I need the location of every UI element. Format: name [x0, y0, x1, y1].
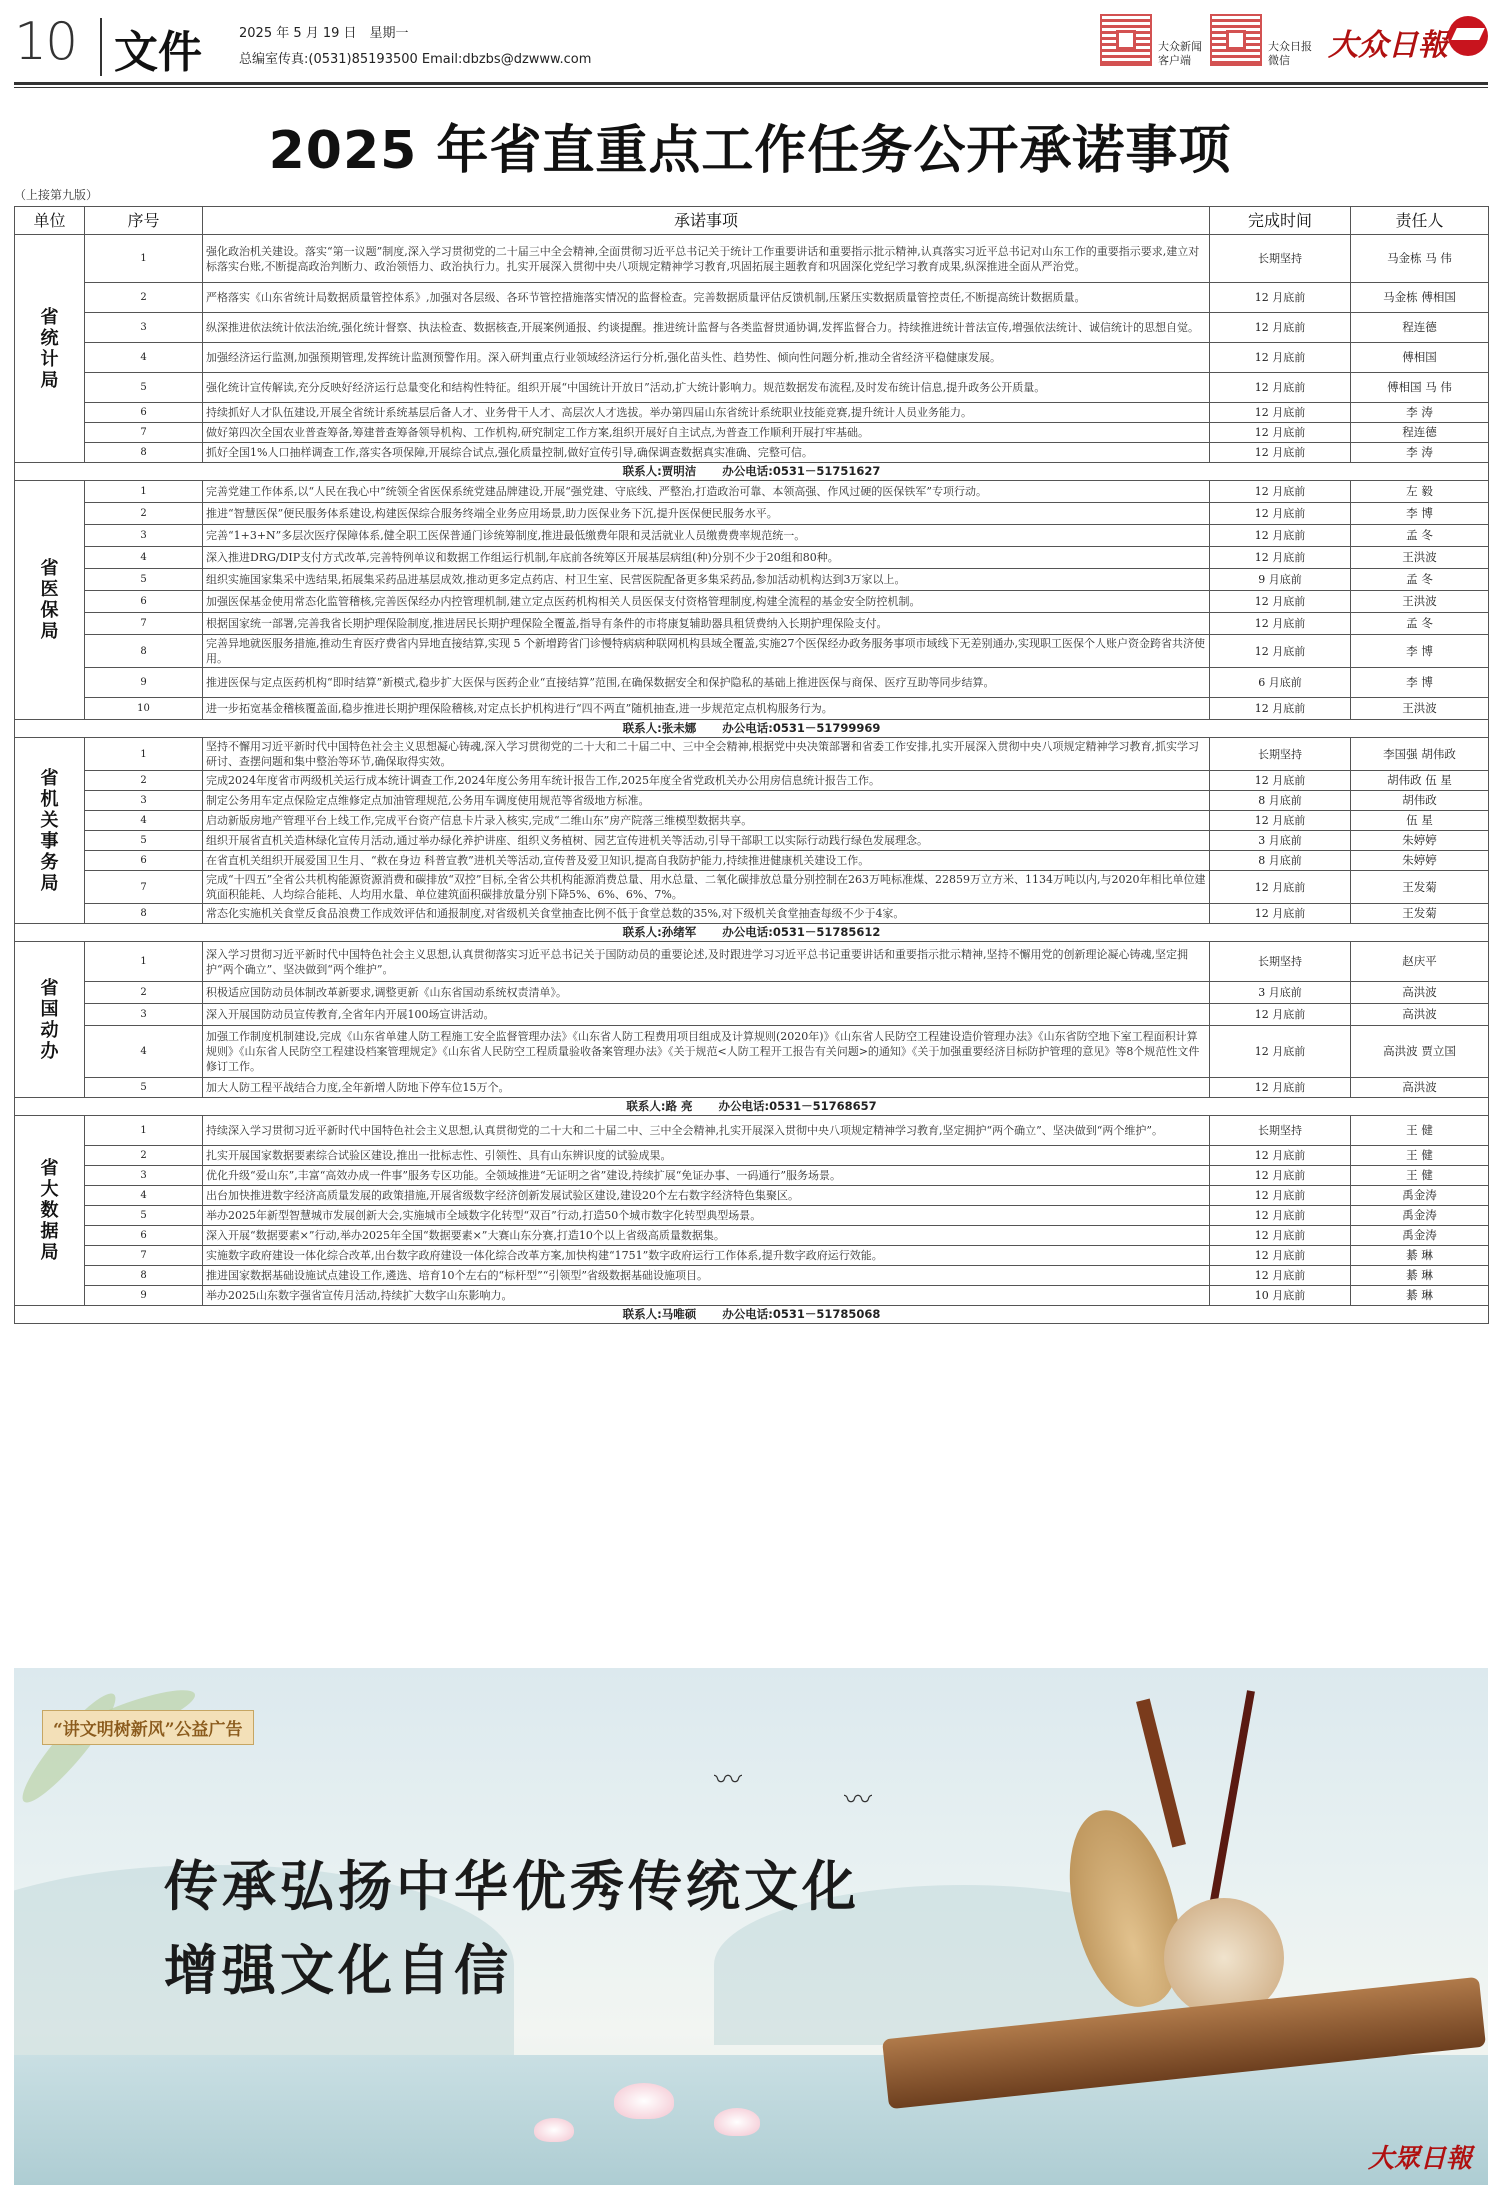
row-number: 5: [85, 831, 203, 851]
commitment-text: 根据国家统一部署,完善我省长期护理保险制度,推进居民长期护理保险全覆盖,指导有条件的市将康复辅助器具租赁费纳入长期护理保险支付。: [203, 613, 1210, 635]
completion-time: 12 月底前: [1210, 313, 1351, 343]
row-number: 3: [85, 1166, 203, 1186]
commitment-text: 启动新版房地产管理平台上线工作,完成平台资产信息卡片录入核实,完成“二维山东”房产院落三维模型数据共享。: [203, 811, 1210, 831]
contact-row: [15, 720, 1489, 738]
commitment-text: 抓好全国1%人口抽样调查工作,落实各项保障,开展综合试点,强化质量控制,做好宣传引导,确保调查数据真实准确、完整可信。: [203, 443, 1210, 463]
responsible-person: 李 博: [1351, 668, 1489, 698]
pipa-neck-icon: [1136, 1699, 1186, 1848]
commitment-text: 做好第四次全国农业普查筹备,筹建普查筹备领导机构、工作机构,研究制定工作方案,组织开展好自主试点,为普查工作顺利开展打牢基础。: [203, 423, 1210, 443]
row-number: 6: [85, 851, 203, 871]
contact-cell: [15, 463, 1489, 481]
completion-time: 12 月底前: [1210, 547, 1351, 569]
qr-label: 大众日报 微信: [1268, 40, 1312, 67]
commitment-text: 完善“1+3+N”多层次医疗保障体系,健全职工医保普通门诊统筹制度,推进最低缴费年限和灵活就业人员缴费费率规范统一。: [203, 525, 1210, 547]
table-row: [15, 1078, 1489, 1098]
public-service-ad: [14, 1668, 1488, 2185]
unit-name: 省医保局: [40, 558, 59, 642]
table-row: [15, 942, 1489, 982]
table-row: [15, 235, 1489, 283]
commitment-text: 加强工作制度机制建设,完成《山东省单建人防工程施工安全监督管理办法》《山东省人防工程费用项目组成及计算规则(2020年)》《山东省人民防空工程建设造价管理办法》《山东省防空地下室工程面积计算规则》《山东省人民防空工程建设档案管理规定》《山东省人民防空工程质量验收备案管理办法》《关于规范<人防工程开工报告有关问题>的通知》《关于加强重要经济目标防护管理的意见》等8个规范性文件修订工作。: [203, 1026, 1210, 1078]
unit-name: 省国动办: [40, 977, 59, 1062]
row-number: 9: [85, 1286, 203, 1306]
contact-row: [15, 1306, 1489, 1324]
table-row: [15, 1246, 1489, 1266]
row-number: 5: [85, 373, 203, 403]
responsible-person: 赵庆平: [1351, 942, 1489, 982]
responsible-person: 孟 冬: [1351, 569, 1489, 591]
completion-time: 3 月底前: [1210, 831, 1351, 851]
row-number: 4: [85, 547, 203, 569]
contact-phone: 办公电话:0531－51785068: [722, 1307, 881, 1321]
commitment-text: 持续抓好人才队伍建设,开展全省统计系统基层后备人才、业务骨干人才、高层次人才选拔。举办第四届山东省统计系统职业技能竞赛,提升统计人员业务能力。: [203, 403, 1210, 423]
row-number: 1: [85, 942, 203, 982]
row-number: 2: [85, 283, 203, 313]
unit-cell: [15, 481, 85, 720]
contact-name: 联系人:张未娜: [622, 721, 697, 735]
completion-time: 12 月底前: [1210, 343, 1351, 373]
commitment-text: 优化升级“爱山东”,丰富“高效办成一件事”服务专区功能。全领域推进“无证明之省”建设,持续扩展“免证办事、一码通行”服务场景。: [203, 1166, 1210, 1186]
row-number: 3: [85, 791, 203, 811]
commitment-text: 积极适应国防动员体制改革新要求,调整更新《山东省国动系统权责清单》。: [203, 982, 1210, 1004]
completion-time: 12 月底前: [1210, 503, 1351, 525]
completion-time: 12 月底前: [1210, 635, 1351, 668]
contact-name: 联系人:马唯硕: [622, 1307, 697, 1321]
table-row: [15, 1226, 1489, 1246]
table-row: [15, 811, 1489, 831]
table-row: [15, 635, 1489, 668]
commitment-text: 加大人防工程平战结合力度,全年新增人防地下停车位15万个。: [203, 1078, 1210, 1098]
responsible-person: 綦 琳: [1351, 1286, 1489, 1306]
responsible-person: 朱婷婷: [1351, 831, 1489, 851]
unit-cell: [15, 1116, 85, 1306]
table-header-row: [15, 207, 1489, 235]
section-title: 文件: [114, 27, 202, 78]
contact-phone: 办公电话:0531－51751627: [722, 464, 881, 478]
responsible-person: 李 博: [1351, 503, 1489, 525]
completion-time: 长期坚持: [1210, 942, 1351, 982]
responsible-person: 高洪波: [1351, 1004, 1489, 1026]
completion-time: 12 月底前: [1210, 1206, 1351, 1226]
completion-time: 12 月底前: [1210, 443, 1351, 463]
table-row: [15, 831, 1489, 851]
responsible-person: 王发菊: [1351, 904, 1489, 924]
completion-time: 长期坚持: [1210, 1116, 1351, 1146]
completion-time: 12 月底前: [1210, 1004, 1351, 1026]
ad-headline: 传承弘扬中华优秀传统文化: [164, 1854, 860, 1918]
table-row: [15, 698, 1489, 720]
row-number: 10: [85, 698, 203, 720]
responsible-person: 王洪波: [1351, 547, 1489, 569]
table-row: [15, 904, 1489, 924]
table-row: [15, 738, 1489, 771]
contact-phone: 办公电话:0531－51785612: [722, 925, 881, 939]
row-number: 3: [85, 313, 203, 343]
ad-tag: “讲文明树新风”公益广告: [42, 1710, 254, 1745]
row-number: 2: [85, 1146, 203, 1166]
responsible-person: 孟 冬: [1351, 525, 1489, 547]
header-divider: [100, 18, 102, 76]
row-number: 6: [85, 403, 203, 423]
contact-name: 联系人:路 亮: [626, 1099, 693, 1113]
completion-time: 12 月底前: [1210, 1166, 1351, 1186]
row-number: 6: [85, 591, 203, 613]
responsible-person: 程连德: [1351, 313, 1489, 343]
contact-phone: 办公电话:0531－51799969: [722, 721, 881, 735]
responsible-person: 胡伟政 伍 星: [1351, 771, 1489, 791]
responsible-person: 傅相国: [1351, 343, 1489, 373]
row-number: 5: [85, 1206, 203, 1226]
completion-time: 12 月底前: [1210, 904, 1351, 924]
commitment-text: 举办2025山东数字强省宣传月活动,持续扩大数字山东影响力。: [203, 1286, 1210, 1306]
col-header-no: 序号: [85, 207, 203, 235]
table-row: [15, 525, 1489, 547]
page-title: 2025 年省直重点工作任务公开承诺事项: [268, 121, 1232, 181]
unit-name: 省机关事务局: [40, 767, 59, 894]
commitment-text: 完成2024年度省市两级机关运行成本统计调查工作,2024年度公务用车统计报告工作,2025年度全省党政机关办公用房信息统计报告工作。: [203, 771, 1210, 791]
contact-cell: [15, 720, 1489, 738]
commitment-text: 深入开展国防动员宣传教育,全省年内开展100场宣讲活动。: [203, 1004, 1210, 1026]
responsible-person: 高洪波: [1351, 982, 1489, 1004]
contact-cell: [15, 1098, 1489, 1116]
commitment-text: 深入推进DRG/DIP支付方式改革,完善特例单议和数据工作组运行机制,年底前各统筹区开展基层病组(种)分别不少于20组和80种。: [203, 547, 1210, 569]
header-rule: [14, 82, 1488, 85]
row-number: 4: [85, 1186, 203, 1206]
completion-time: 12 月底前: [1210, 403, 1351, 423]
commitment-text: 实施数字政府建设一体化综合改革,出台数字政府建设一体化综合改革方案,加快构建“1751”数字政府运行工作体系,提升数字政府运行效能。: [203, 1246, 1210, 1266]
commitment-text: 进一步拓宽基金稽核覆盖面,稳步推进长期护理保险稽核,对定点长护机构进行“四不两直”随机抽查,进一步规范定点机构服务行为。: [203, 698, 1210, 720]
row-number: 2: [85, 982, 203, 1004]
table-row: [15, 591, 1489, 613]
completion-time: 12 月底前: [1210, 1226, 1351, 1246]
commitment-text: 组织开展省直机关造林绿化宣传月活动,通过举办绿化养护讲座、组织义务植树、园艺宣传进机关等活动,引导干部职工以实际行动践行绿色发展理念。: [203, 831, 1210, 851]
row-number: 1: [85, 235, 203, 283]
lotus-icon: [714, 2108, 760, 2136]
col-header-person: 责任人: [1351, 207, 1489, 235]
completion-time: 3 月底前: [1210, 982, 1351, 1004]
row-number: 9: [85, 668, 203, 698]
row-number: 2: [85, 503, 203, 525]
completion-time: 12 月底前: [1210, 698, 1351, 720]
table-row: [15, 1266, 1489, 1286]
row-number: 1: [85, 1116, 203, 1146]
responsible-person: 綦 琳: [1351, 1266, 1489, 1286]
contact-name: 联系人:贾明洁: [622, 464, 697, 478]
table-row: [15, 871, 1489, 904]
completion-time: 8 月底前: [1210, 791, 1351, 811]
table-row: [15, 982, 1489, 1004]
qr-code-icon: [1210, 14, 1262, 66]
completion-time: 12 月底前: [1210, 811, 1351, 831]
row-number: 4: [85, 343, 203, 373]
completion-time: 12 月底前: [1210, 591, 1351, 613]
commitment-text: 举办2025年新型智慧城市发展创新大会,实施城市全域数字化转型“双百”行动,打造50个城市数字化转型典型场景。: [203, 1206, 1210, 1226]
ad-subheadline: 增强文化自信: [164, 1938, 512, 2002]
responsible-person: 王 健: [1351, 1146, 1489, 1166]
table-body: [15, 235, 1489, 1324]
completion-time: 12 月底前: [1210, 613, 1351, 635]
responsible-person: 程连德: [1351, 423, 1489, 443]
commitment-text: 在省直机关组织开展爱国卫生月、“救在身边 科普宣教”进机关等活动,宣传普及爱卫知识,提高自我防护能力,持续推进健康机关建设工作。: [203, 851, 1210, 871]
responsible-person: 马金栋 马 伟: [1351, 235, 1489, 283]
commitment-text: 纵深推进依法统计依法治统,强化统计督察、执法检查、数据核查,开展案例通报、约谈提醒。推进统计监督与各类监督贯通协调,发挥监督合力。持续推进统计普法宣传,增强依法统计、诚信统计的思想自觉。: [203, 313, 1210, 343]
col-header-time: 完成时间: [1210, 207, 1351, 235]
continued-note: （上接第九版）: [14, 188, 99, 202]
responsible-person: 朱婷婷: [1351, 851, 1489, 871]
table-row: [15, 1206, 1489, 1226]
row-number: 3: [85, 525, 203, 547]
table-row: [15, 443, 1489, 463]
table-row: [15, 569, 1489, 591]
newspaper-logo: 大众日報: [1328, 28, 1448, 63]
commitment-text: 推进医保与定点医药机构“即时结算”新模式,稳步扩大医保与医药企业“直接结算”范围,在确保数据安全和保护隐私的基础上推进医保与商保、医疗互助等同步结算。: [203, 668, 1210, 698]
completion-time: 10 月底前: [1210, 1286, 1351, 1306]
commitment-text: 强化统计宣传解读,充分反映好经济运行总量变化和结构性特征。组织开展“中国统计开放日”活动,扩大统计影响力。规范数据发布流程,及时发布统计信息,提升政务公开质量。: [203, 373, 1210, 403]
unit-cell: [15, 942, 85, 1098]
table-row: [15, 503, 1489, 525]
completion-time: 12 月底前: [1210, 283, 1351, 313]
crane-icon: 〰: [714, 1763, 743, 1796]
completion-time: 长期坚持: [1210, 738, 1351, 771]
commitment-text: 加强医保基金使用常态化监管稽核,完善医保经办内控管理机制,建立定点医药机构相关人员医保支付资格管理制度,构建全流程的基金安全防控机制。: [203, 591, 1210, 613]
newspaper-logo-icon: [1448, 16, 1488, 56]
table-row: [15, 423, 1489, 443]
completion-time: 12 月底前: [1210, 1246, 1351, 1266]
table-row: [15, 1146, 1489, 1166]
commitment-text: 坚持不懈用习近平新时代中国特色社会主义思想凝心铸魂,深入学习贯彻党的二十大和二十届二中、三中全会精神,根据党中央决策部署和省委工作安排,扎实开展深入贯彻中央八项规定精神学习教育,抓实学习研讨、查摆问题和集中整治等环节,确保取得实效。: [203, 738, 1210, 771]
row-number: 8: [85, 904, 203, 924]
row-number: 3: [85, 1004, 203, 1026]
commitment-text: 常态化实施机关食堂反食品浪费工作成效评估和通报制度,对省级机关食堂抽查比例不低于食堂总数的35%,对下级机关食堂抽查每级不少于4家。: [203, 904, 1210, 924]
commitment-text: 制定公务用车定点保险定点维修定点加油管理规范,公务用车调度使用规范等省级地方标准。: [203, 791, 1210, 811]
responsible-person: 伍 星: [1351, 811, 1489, 831]
row-number: 7: [85, 423, 203, 443]
completion-time: 6 月底前: [1210, 668, 1351, 698]
ad-newspaper-logo: 大眾日報: [1367, 2144, 1472, 2174]
header-rule: [14, 87, 1488, 88]
commitment-text: 持续深入学习贯彻习近平新时代中国特色社会主义思想,认真贯彻党的二十大和二十届二中、三中全会精神,扎实开展深入贯彻中央八项规定精神学习教育,坚定拥护“两个确立”、坚决做到“两个维护”。: [203, 1116, 1210, 1146]
table-row: [15, 668, 1489, 698]
responsible-person: 李 涛: [1351, 403, 1489, 423]
contact-phone: 办公电话:0531－51768657: [718, 1099, 877, 1113]
responsible-person: 王发菊: [1351, 871, 1489, 904]
table-row: [15, 1116, 1489, 1146]
commitment-text: 推进“智慧医保”便民服务体系建设,构建医保综合服务终端全业务应用场景,助力医保业务下沉,提升医保便民服务水平。: [203, 503, 1210, 525]
row-number: 5: [85, 569, 203, 591]
unit-name: 省大数据局: [40, 1158, 59, 1263]
completion-time: 8 月底前: [1210, 851, 1351, 871]
table-row: [15, 1186, 1489, 1206]
issue-date: 2025 年 5 月 19 日 星期一: [239, 26, 409, 41]
table-row: [15, 373, 1489, 403]
qr-label: 大众新闻 客户端: [1158, 40, 1202, 67]
commitment-text: 完善异地就医服务措施,推动生育医疗费省内异地直接结算,实现 5 个新增跨省门诊慢特病病种联网机构县域全覆盖,实施27个医保经办政务服务事项市域线下无差别通办,实现职工医保个人账户资金跨省共济使用。: [203, 635, 1210, 668]
row-number: 2: [85, 771, 203, 791]
responsible-person: 綦 琳: [1351, 1246, 1489, 1266]
qr-code-icon: [1100, 14, 1152, 66]
responsible-person: 王 健: [1351, 1166, 1489, 1186]
completion-time: 12 月底前: [1210, 771, 1351, 791]
table-row: [15, 547, 1489, 569]
responsible-person: 左 毅: [1351, 481, 1489, 503]
row-number: 7: [85, 613, 203, 635]
responsible-person: 王 健: [1351, 1116, 1489, 1146]
responsible-person: 李 博: [1351, 635, 1489, 668]
table-row: [15, 1004, 1489, 1026]
completion-time: 12 月底前: [1210, 1146, 1351, 1166]
table-row: [15, 851, 1489, 871]
commitment-text: 出台加快推进数字经济高质量发展的政策措施,开展省级数字经济创新发展试验区建设,建设20个左右数字经济特色集聚区。: [203, 1186, 1210, 1206]
row-number: 8: [85, 1266, 203, 1286]
row-number: 1: [85, 481, 203, 503]
completion-time: 12 月底前: [1210, 1186, 1351, 1206]
completion-time: 12 月底前: [1210, 525, 1351, 547]
commitment-text: 完善党建工作体系,以“人民在我心中”统领全省医保系统党建品牌建设,开展“强党建、守底线、严整治,打造政治可靠、本领高强、作风过硬的医保铁军”专项行动。: [203, 481, 1210, 503]
commitment-text: 加强经济运行监测,加强预期管理,发挥统计监测预警作用。深入研判重点行业领域经济运行分析,强化苗头性、趋势性、倾向性问题分析,推动全省经济平稳健康发展。: [203, 343, 1210, 373]
completion-time: 12 月底前: [1210, 1266, 1351, 1286]
table-row: [15, 771, 1489, 791]
completion-time: 12 月底前: [1210, 481, 1351, 503]
responsible-person: 高洪波: [1351, 1078, 1489, 1098]
commitment-text: 深入学习贯彻习近平新时代中国特色社会主义思想,认真贯彻落实习近平总书记关于国防动员的重要论述,及时跟进学习习近平总书记重要讲话和重要指示批示精神,坚持不懈用党的创新理论凝心铸魂,坚定拥护“两个确立”、坚决做到“两个维护”。: [203, 942, 1210, 982]
responsible-person: 李国强 胡伟政: [1351, 738, 1489, 771]
contact-row: [15, 463, 1489, 481]
responsible-person: 禹金涛: [1351, 1186, 1489, 1206]
responsible-person: 李 涛: [1351, 443, 1489, 463]
table-row: [15, 481, 1489, 503]
row-number: 6: [85, 1226, 203, 1246]
row-number: 4: [85, 1026, 203, 1078]
responsible-person: 胡伟政: [1351, 791, 1489, 811]
commitment-text: 强化政治机关建设。落实“第一议题”制度,深入学习贯彻党的二十届三中全会精神,全面贯彻习近平总书记关于统计工作重要讲话和重要指示批示精神,认真落实习近平总书记对山东工作的重要指示要求,建立对标落实台账,不断提高政治判断力、政治领悟力、政治执行力。扎实开展深入贯彻中央八项规定精神学习教育,巩固拓展主题教育和巩固深化党纪学习教育成果,纵深推进全面从严治党。: [203, 235, 1210, 283]
row-number: 7: [85, 1246, 203, 1266]
commitment-text: 推进国家数据基础设施试点建设工作,遴选、培育10个左右的“标杆型”“引领型”省级数据基础设施项目。: [203, 1266, 1210, 1286]
lotus-icon: [534, 2118, 574, 2142]
unit-cell: [15, 738, 85, 924]
responsible-person: 高洪波 贾立国: [1351, 1026, 1489, 1078]
row-number: 4: [85, 811, 203, 831]
commitment-text: 扎实开展国家数据要素综合试验区建设,推出一批标志性、引领性、具有山东辨识度的试验成果。: [203, 1146, 1210, 1166]
contact-cell: [15, 1306, 1489, 1324]
completion-time: 12 月底前: [1210, 373, 1351, 403]
row-number: 5: [85, 1078, 203, 1098]
contact-row: [15, 1098, 1489, 1116]
responsible-person: 王洪波: [1351, 698, 1489, 720]
completion-time: 12 月底前: [1210, 871, 1351, 904]
page-number: 10: [14, 12, 77, 72]
page-header: [14, 10, 1488, 82]
unit-name: 省统计局: [40, 306, 59, 391]
row-number: 8: [85, 635, 203, 668]
responsible-person: 傅相国 马 伟: [1351, 373, 1489, 403]
table-row: [15, 613, 1489, 635]
responsible-person: 孟 冬: [1351, 613, 1489, 635]
table-row: [15, 1026, 1489, 1078]
commitment-text: 深入开展“数据要素×”行动,举办2025年全国“数据要素×”大赛山东分赛,打造10个以上省级高质量数据集。: [203, 1226, 1210, 1246]
row-number: 1: [85, 738, 203, 771]
table-row: [15, 1286, 1489, 1306]
responsible-person: 马金栋 傅相国: [1351, 283, 1489, 313]
commitment-text: 组织实施国家集采中选结果,拓展集采药品进基层成效,推动更多定点药店、村卫生室、民营医院配备更多集采药品,参加活动机构达到3万家以上。: [203, 569, 1210, 591]
table-row: [15, 283, 1489, 313]
table-row: [15, 343, 1489, 373]
completion-time: 长期坚持: [1210, 235, 1351, 283]
contact-name: 联系人:孙绪军: [622, 925, 697, 939]
row-number: 7: [85, 871, 203, 904]
col-header-unit: 单位: [15, 207, 85, 235]
unit-cell: [15, 235, 85, 463]
completion-time: 12 月底前: [1210, 1078, 1351, 1098]
responsible-person: 王洪波: [1351, 591, 1489, 613]
table-row: [15, 313, 1489, 343]
bamboo-leaf-icon: [14, 1685, 125, 1812]
completion-time: 9 月底前: [1210, 569, 1351, 591]
completion-time: 12 月底前: [1210, 1026, 1351, 1078]
table-row: [15, 1166, 1489, 1186]
editorial-contact: 总编室传真:(0531)85193500 Email:dbzbs@dzwww.com: [239, 52, 592, 67]
commitment-text: 严格落实《山东省统计局数据质量管控体系》,加强对各层级、各环节管控措施落实情况的监督检查。完善数据质量评估反馈机制,压紧压实数据质量管控责任,不断提高统计数据质量。: [203, 283, 1210, 313]
responsible-person: 禹金涛: [1351, 1206, 1489, 1226]
col-header-item: 承诺事项: [203, 207, 1210, 235]
row-number: 8: [85, 443, 203, 463]
contact-cell: [15, 924, 1489, 942]
table-row: [15, 791, 1489, 811]
commitment-text: 完成“十四五”全省公共机构能源资源消费和碳排放“双控”目标,全省公共机构能源消费总量、用水总量、二氧化碳排放总量分别控制在263万吨标准煤、22859万立方米、1134万吨以内,与2020年相比单位建筑面积能耗、人均综合能耗、人均用水量、单位建筑面积碳排放量分别下降5%、6%、6%、7%。: [203, 871, 1210, 904]
responsible-person: 禹金涛: [1351, 1226, 1489, 1246]
completion-time: 12 月底前: [1210, 423, 1351, 443]
commitments-table: [14, 206, 1489, 1324]
contact-row: [15, 924, 1489, 942]
crane-icon: 〰: [844, 1783, 873, 1816]
lotus-icon: [614, 2083, 674, 2119]
table-row: [15, 403, 1489, 423]
